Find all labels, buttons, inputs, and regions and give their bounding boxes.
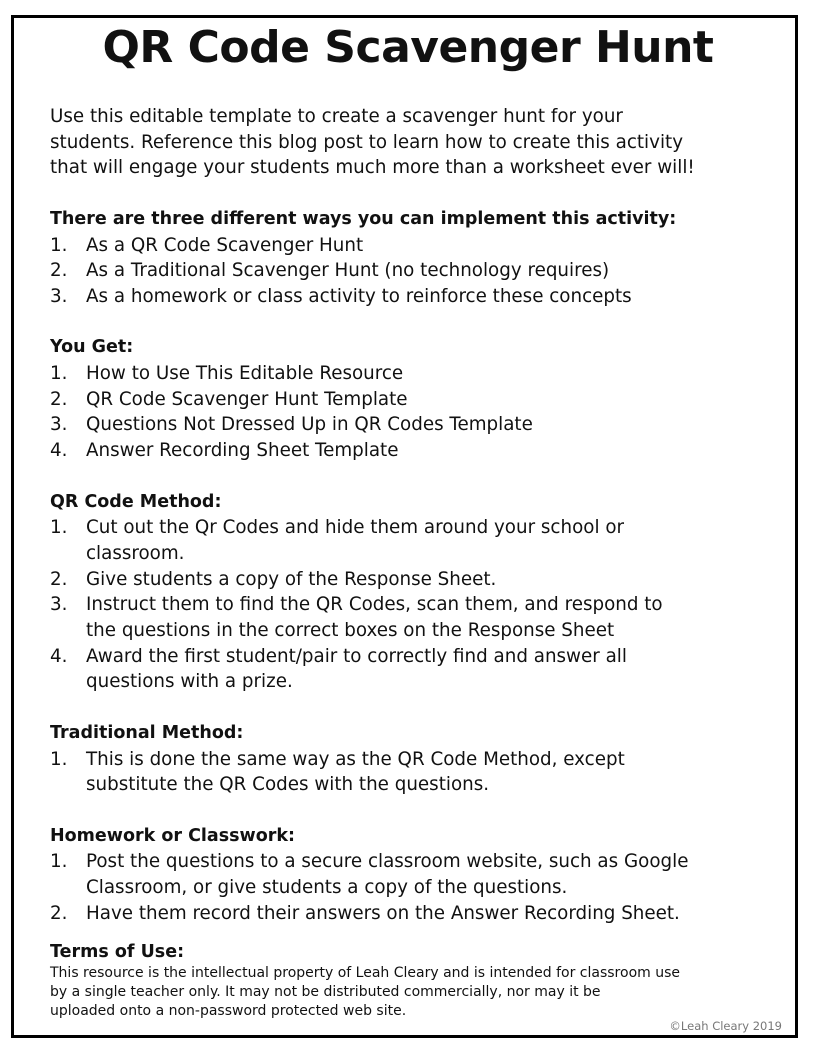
section-heading: There are three different ways you can implement this activity: xyxy=(50,208,677,229)
list-number: 3. xyxy=(50,414,68,436)
section-list xyxy=(50,515,780,695)
terms-of-use xyxy=(50,940,770,1021)
section-heading: Homework or Classwork: xyxy=(50,825,296,846)
list-item-line: Award the first student/pair to correctly find and answer all xyxy=(86,645,627,667)
list-item xyxy=(50,387,780,413)
list-item-line: As a Traditional Scavenger Hunt (no technology requires) xyxy=(86,260,610,282)
list-item xyxy=(50,438,780,464)
list-item xyxy=(50,361,780,387)
list-number: 1. xyxy=(50,234,68,256)
list-item xyxy=(50,258,780,284)
intro-line: Use this editable template to create a scavenger hunt for your xyxy=(50,106,623,127)
list-item-line: the questions in the correct boxes on the Response Sheet xyxy=(86,620,615,642)
intro-paragraph xyxy=(50,104,780,181)
list-item-line: Questions Not Dressed Up in QR Codes Template xyxy=(86,414,533,436)
list-number: 3. xyxy=(50,285,68,307)
list-item xyxy=(50,412,780,438)
list-number: 1. xyxy=(50,851,68,873)
list-item-line: Have them record their answers on the Answer Recording Sheet. xyxy=(86,902,680,924)
section-list xyxy=(50,233,780,310)
list-number: 2. xyxy=(50,902,68,924)
list-item xyxy=(50,284,780,310)
list-item-line: Cut out the Qr Codes and hide them around your school or xyxy=(86,517,625,539)
list-item xyxy=(50,644,780,695)
list-item-line: As a homework or class activity to reinforce these concepts xyxy=(86,285,632,307)
list-item-line: As a QR Code Scavenger Hunt xyxy=(86,234,364,256)
terms-line: uploaded onto a non-password protected web site. xyxy=(50,1003,407,1019)
copyright-notice: ©Leah Cleary 2019 xyxy=(669,1019,782,1033)
list-item-line: This is done the same way as the QR Code Method, except xyxy=(86,748,625,770)
list-number: 3. xyxy=(50,594,68,616)
list-item xyxy=(50,747,780,798)
list-item xyxy=(50,849,780,900)
list-number: 2. xyxy=(50,260,68,282)
list-number: 2. xyxy=(50,568,68,590)
list-item-line: questions with a prize. xyxy=(86,671,293,693)
list-item xyxy=(50,233,780,259)
terms-heading: Terms of Use: xyxy=(50,942,185,962)
list-item-line: Post the questions to a secure classroom website, such as Google xyxy=(86,851,689,873)
intro-line: students. Reference this blog post to learn how to create this activity xyxy=(50,131,684,153)
list-item-line: Classroom, or give students a copy of the questions. xyxy=(86,877,568,899)
list-item xyxy=(50,567,780,593)
list-item-line: Answer Recording Sheet Template xyxy=(86,440,399,462)
section-heading: You Get: xyxy=(50,337,134,358)
terms-line: by a single teacher only. It may not be distributed commercially, nor may it be xyxy=(50,984,601,1000)
section-list xyxy=(50,361,780,464)
list-number: 1. xyxy=(50,363,68,384)
terms-line: This resource is the intellectual property of Leah Cleary and is intended for classroom use xyxy=(50,965,680,981)
page-title: QR Code Scavenger Hunt xyxy=(102,22,714,73)
list-item-line: QR Code Scavenger Hunt Template xyxy=(86,388,408,410)
list-item-line: How to Use This Editable Resource xyxy=(86,363,404,384)
intro-line: that will engage your students much more than a worksheet ever will! xyxy=(50,157,695,179)
main-content xyxy=(50,104,780,926)
list-number: 1. xyxy=(50,748,68,770)
list-item-line: Instruct them to find the QR Codes, scan them, and respond to xyxy=(86,594,663,616)
list-item xyxy=(50,592,780,643)
section-list xyxy=(50,849,780,926)
list-item-line: classroom. xyxy=(86,542,185,564)
sections xyxy=(50,207,780,927)
section-heading: Traditional Method: xyxy=(50,722,244,743)
list-item xyxy=(50,515,780,566)
list-item-line: substitute the QR Codes with the questions. xyxy=(86,774,490,796)
list-item xyxy=(50,901,780,927)
list-number: 1. xyxy=(50,517,68,539)
section-heading: QR Code Method: xyxy=(50,491,222,512)
list-item-line: Give students a copy of the Response Sheet. xyxy=(86,568,497,590)
list-number: 4. xyxy=(50,645,68,667)
section-list xyxy=(50,747,780,798)
list-number: 4. xyxy=(50,440,68,462)
list-number: 2. xyxy=(50,388,68,410)
